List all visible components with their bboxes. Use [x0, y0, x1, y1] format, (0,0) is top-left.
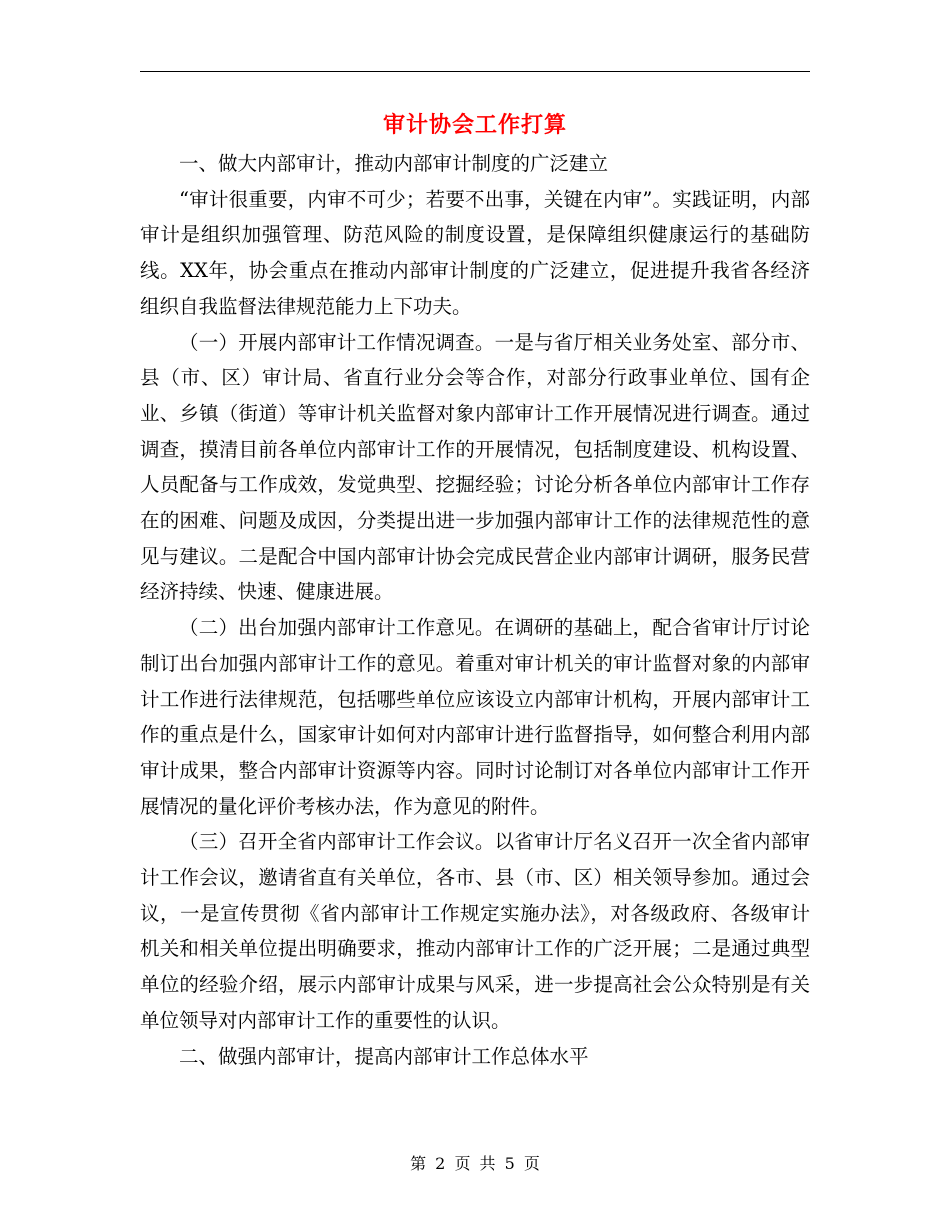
section-heading-2: 二、做强内部审计，提高内部审计工作总体水平 — [179, 1044, 589, 1068]
header-rule — [140, 71, 810, 72]
document-body — [140, 146, 810, 1074]
paragraph-intro: “审计很重要，内审不可少；若要不出事，关键在内审”。实践证明，内部审计是组织加强管理、防范风险的制度设置，是保障组织健康运行的基础防线。XX年，协会重点在推动内部审计制度的广泛建立，促进提升我省各经济组织自我监督法律规范能力上下功夫。 — [140, 187, 810, 318]
page-footer: 第 2 页 共 5 页 — [410, 1154, 540, 1173]
paragraph-item-3: （三）召开全省内部审计工作会议。以省审计厅名义召开一次全省内部审计工作会议，邀请省直有关单位，各市、县（市、区）相关领导参加。通过会议，一是宣传贯彻《省内部审计工作规定实施办法》，对各级政府、各级审计机关和相关单位提出明确要求，推动内部审计工作的广泛开展；二是通过典型单位的经验介绍，展示内部审计成果与风采，进一步提高社会公众特别是有关单位领导对内部审计工作的重要性的认识。 — [140, 830, 810, 1032]
paragraph-item-1: （一）开展内部审计工作情况调查。一是与省厅相关业务处室、部分市、县（市、区）审计局、省直行业分会等合作，对部分行政事业单位、国有企业、乡镇（街道）等审计机关监督对象内部审计工作开展情况进行调查。通过调查，摸清目前各单位内部审计工作的开展情况，包括制度建设、机构设置、人员配备与工作成效，发觉典型、挖掘经验；讨论分析各单位内部审计工作存在的困难、问题及成因，分类提出进一步加强内部审计工作的法律规范性的意见与建议。二是配合中国内部审计协会完成民营企业内部审计调研，服务民营经济持续、快速、健康进展。 — [140, 330, 810, 604]
section-heading-1: 一、做大内部审计，推动内部审计制度的广泛建立 — [179, 152, 609, 175]
paragraph-item-2: （二）出台加强内部审计工作意见。在调研的基础上，配合省审计厅讨论制订出台加强内部审计工作的意见。着重对审计机关的审计监督对象的内部审计工作进行法律规范，包括哪些单位应该设立内部审计机构，开展内部审计工作的重点是什么，国家审计如何对内部审计进行监督指导，如何整合利用内部审计成果，整合内部审计资源等内容。同时讨论制订对各单位内部审计工作开展情况的量化评价考核办法，作为意见的附件。 — [140, 616, 810, 818]
document-title: 审计协会工作打算 — [382, 112, 567, 138]
